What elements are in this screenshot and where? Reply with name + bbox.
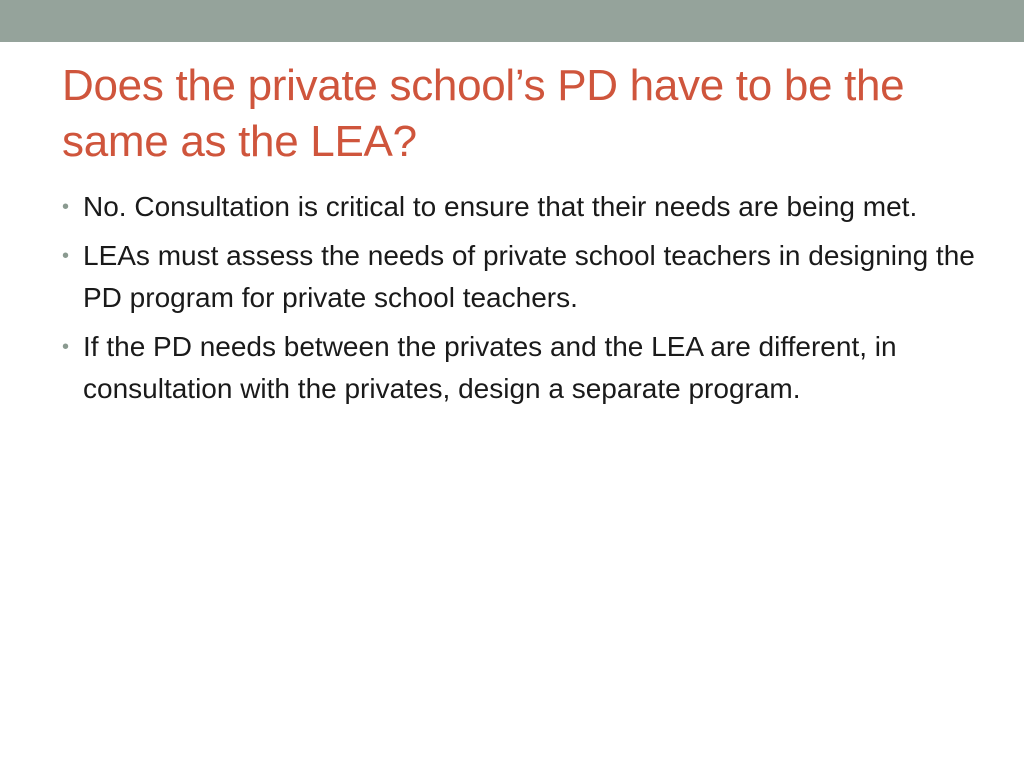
bullet-item — [62, 326, 982, 410]
bullet-dot-icon: • — [62, 245, 70, 267]
slide-title: Does the private school’s PD have to be the same as the LEA? — [62, 61, 905, 166]
top-band — [0, 0, 1024, 42]
bullet-text: If the PD needs between the privates and the LEA are different, in consultation with the privates, design a separate program. — [83, 331, 897, 404]
bullet-list — [62, 186, 982, 417]
bullet-item — [62, 186, 982, 228]
bullet-text: No. Consultation is critical to ensure that their needs are being met. — [83, 191, 918, 222]
bullet-item — [62, 235, 982, 319]
bullet-dot-icon: • — [62, 336, 70, 358]
bullet-dot-icon: • — [62, 196, 70, 218]
bullet-text: LEAs must assess the needs of private school teachers in designing the PD program for private school teachers. — [83, 240, 975, 313]
